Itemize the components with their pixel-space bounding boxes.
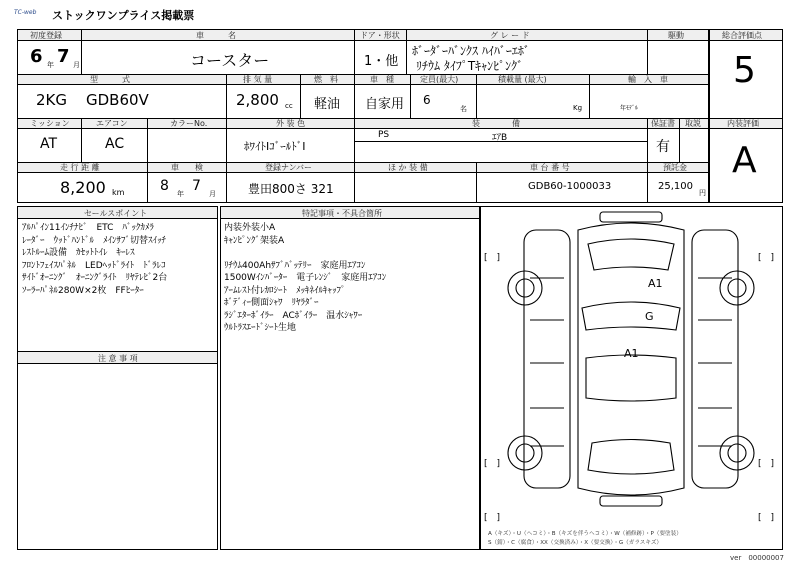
label-first-registration: 初度登録 <box>30 31 62 40</box>
label-grade: グ レ ー ド <box>490 31 530 40</box>
bracket: [ ] <box>484 513 501 523</box>
info-table <box>17 29 709 203</box>
mileage-unit: km <box>112 188 125 197</box>
car-name: コースター <box>190 51 270 70</box>
equip-ps: PS <box>378 130 390 140</box>
label-interior-rating: 内装評価 <box>727 119 759 128</box>
label-load-capacity: 積載量 (最大) <box>498 75 547 84</box>
label-import: 輸 入 車 <box>628 75 668 84</box>
vehicle-use: 自家用 <box>365 97 405 112</box>
label-doors-shape: ドア・形状 <box>360 31 400 40</box>
damage-mark: A1 <box>624 347 639 360</box>
list-item: ｳﾙﾄﾗｽｴｰﾄﾞｼｰﾄ生地 <box>224 323 297 333</box>
insp-month-unit: 月 <box>209 190 216 198</box>
vehicle-diagram <box>482 208 781 520</box>
reg-month: 7 <box>57 46 70 67</box>
list-item: ﾌﾛﾝﾄﾌｪｲｽﾊﾟﾈﾙ LEDﾍｯﾄﾞﾗｲﾄ ﾄﾞﾗﾚｺ <box>22 260 166 271</box>
aircon: AC <box>105 136 125 152</box>
bracket: [ ] <box>758 253 775 263</box>
label-car-name: 車 名 <box>196 31 236 40</box>
reg-month-unit: 月 <box>73 61 80 69</box>
list-item: ｿｰﾗｰﾊﾟﾈﾙ280W×2枚 FFﾋｰﾀｰ <box>22 285 144 296</box>
deposit-unit: 円 <box>699 189 706 197</box>
label-equipment: 装 備 <box>472 119 520 128</box>
label-other-equipment: ほ か 装 備 <box>388 163 428 172</box>
label-model-code: 型 式 <box>90 75 130 84</box>
reg-year-unit: 年 <box>47 61 54 69</box>
grade-line-1: ﾎﾞｰﾀﾞｰﾊﾞﾝｸｽ ﾊｲﾊﾞｰｴﾎﾞ <box>412 44 530 58</box>
deposit: 25,100 <box>658 181 693 192</box>
capacity-unit: 名 <box>460 105 467 113</box>
bracket: [ ] <box>758 459 775 469</box>
list-item: ｻｲﾄﾞｵｰﾆﾝｸﾞ ｵｰﾆﾝｸﾞﾗｲﾄ ﾘﾔﾃﾚﾋﾞ2台 <box>22 273 168 283</box>
notes-title: 特記事項・不具合箇所 <box>302 209 382 218</box>
label-deposit: 預託金 <box>663 163 687 172</box>
reg-year: 6 <box>30 46 43 67</box>
mileage: 8,200 <box>60 178 106 197</box>
sales-points-list <box>22 222 167 297</box>
displacement: 2,800 <box>236 91 279 109</box>
list-item <box>224 247 386 260</box>
grade-line-2: ﾘﾁｳﾑ ﾀｲﾌﾟTｷｬﾝﾋﾟﾝｸﾞ <box>416 59 524 73</box>
label-plate: 登録ナンバー <box>265 163 313 172</box>
label-vehicle-use: 車 種 <box>370 75 394 84</box>
model-year-unit: 年ﾓﾃﾞﾙ <box>620 105 639 112</box>
label-inspection: 車 検 <box>171 163 203 172</box>
overall-rating: 5 <box>733 50 756 91</box>
mission: AT <box>40 136 58 152</box>
label-chassis-no: 車 台 番 号 <box>530 163 570 172</box>
insp-year: 8 <box>160 178 169 194</box>
load-unit: Kg <box>573 104 583 112</box>
label-exterior-color: 外 装 色 <box>276 119 306 128</box>
list-item: 内装外装小A <box>224 223 276 233</box>
label-color-no: カラーNo. <box>170 119 208 128</box>
label-manual: 取説 <box>685 119 701 128</box>
damage-mark: A1 <box>648 277 663 290</box>
label-mission: ミッション <box>30 119 70 128</box>
page-title: ストックワンプライス掲載票 <box>52 9 195 22</box>
label-warranty: 保証書 <box>651 119 675 128</box>
bracket: [ ] <box>758 513 775 523</box>
exterior-color: ﾎﾜｲﾄIｺﾞｰﾙﾄﾞI <box>244 140 306 153</box>
list-item: ﾎﾞﾃﾞｨｰ側面ｼｬﾜ ﾘﾔﾗﾀﾞｰ <box>224 298 319 308</box>
interior-rating: A <box>732 140 757 181</box>
bracket: [ ] <box>484 253 501 263</box>
list-item: ﾚｽﾄﾙｰﾑ設備 ｶｾｯﾄﾄｲﾚ ｷｰﾚｽ <box>22 248 135 258</box>
list-item: ｱﾙﾊﾟｲﾝ11ｲﾝﾁﾅﾋﾞ ETC ﾊﾞｯｸｶﾒﾗ <box>22 223 154 233</box>
label-capacity: 定員(最大) <box>420 75 459 84</box>
label-mileage: 走 行 距 離 <box>60 163 100 172</box>
plate-number: 豊田800さ 321 <box>248 182 334 196</box>
list-item: ｱｰﾑﾚｽﾄ付ﾚｶﾛｼｰﾄ ﾒｯｷﾈｲﾙｷｬｯﾌﾟ <box>224 285 346 296</box>
bracket: [ ] <box>484 459 501 469</box>
type-prefix: 2KG <box>36 91 68 109</box>
caution-title: 注 意 事 項 <box>98 354 138 363</box>
label-drive: 駆動 <box>668 31 684 40</box>
insp-month: 7 <box>192 178 201 194</box>
label-overall-rating: 総合評価点 <box>722 31 762 40</box>
list-item: ｷｬﾝﾋﾟﾝｸﾞ架装A <box>224 235 285 246</box>
warranty: 有 <box>656 139 670 155</box>
insp-year-unit: 年 <box>177 190 184 198</box>
damage-mark: G <box>645 310 654 323</box>
list-item: ﾘﾁｳﾑ400Ahｻﾌﾞﾊﾞｯﾃﾘｰ 家庭用ｴｱｺﾝ <box>224 260 366 271</box>
notes-list <box>224 222 386 335</box>
model-code: GDB60V <box>86 91 149 109</box>
label-aircon: エアコン <box>96 119 128 128</box>
label-fuel: 燃 料 <box>314 75 338 84</box>
version: ver 00000007 <box>730 554 784 562</box>
capacity: 6 <box>423 93 431 107</box>
logo: TC-web <box>14 9 37 16</box>
chassis-no: GDB60-1000033 <box>528 181 612 192</box>
equip-airbag: ｴｱB <box>492 133 508 143</box>
doors-shape: 1・他 <box>364 54 399 69</box>
list-item: ﾗｼﾞｴﾀｰﾎﾞｲﾗｰ ACﾎﾞｲﾗｰ 温水ｼｬﾜｰ <box>224 310 363 321</box>
displacement-unit: cc <box>285 102 293 110</box>
list-item: ﾚｰﾀﾞｰ ｳｯﾄﾞﾊﾝﾄﾞﾙ ﾒｲﾝｻﾌﾞ切替ｽｲｯﾁ <box>22 235 167 246</box>
legend-line-2: S（錆）・C（腐食）・XX（交換済み）・X（要交換）・G（ガラスキズ） <box>488 540 663 546</box>
sales-points-title: セールスポイント <box>84 209 148 218</box>
fuel: 軽油 <box>314 97 341 112</box>
label-displacement: 排 気 量 <box>243 75 273 84</box>
legend-line-1: A（キズ）・U（ヘコミ）・B（キズを伴うヘコミ）・W（補修跡）・P（要塗装） <box>488 531 682 537</box>
list-item: 1500Wｲﾝﾊﾞｰﾀｰ 電子ﾚﾝｼﾞ 家庭用ｴｱｺﾝ <box>224 273 387 283</box>
